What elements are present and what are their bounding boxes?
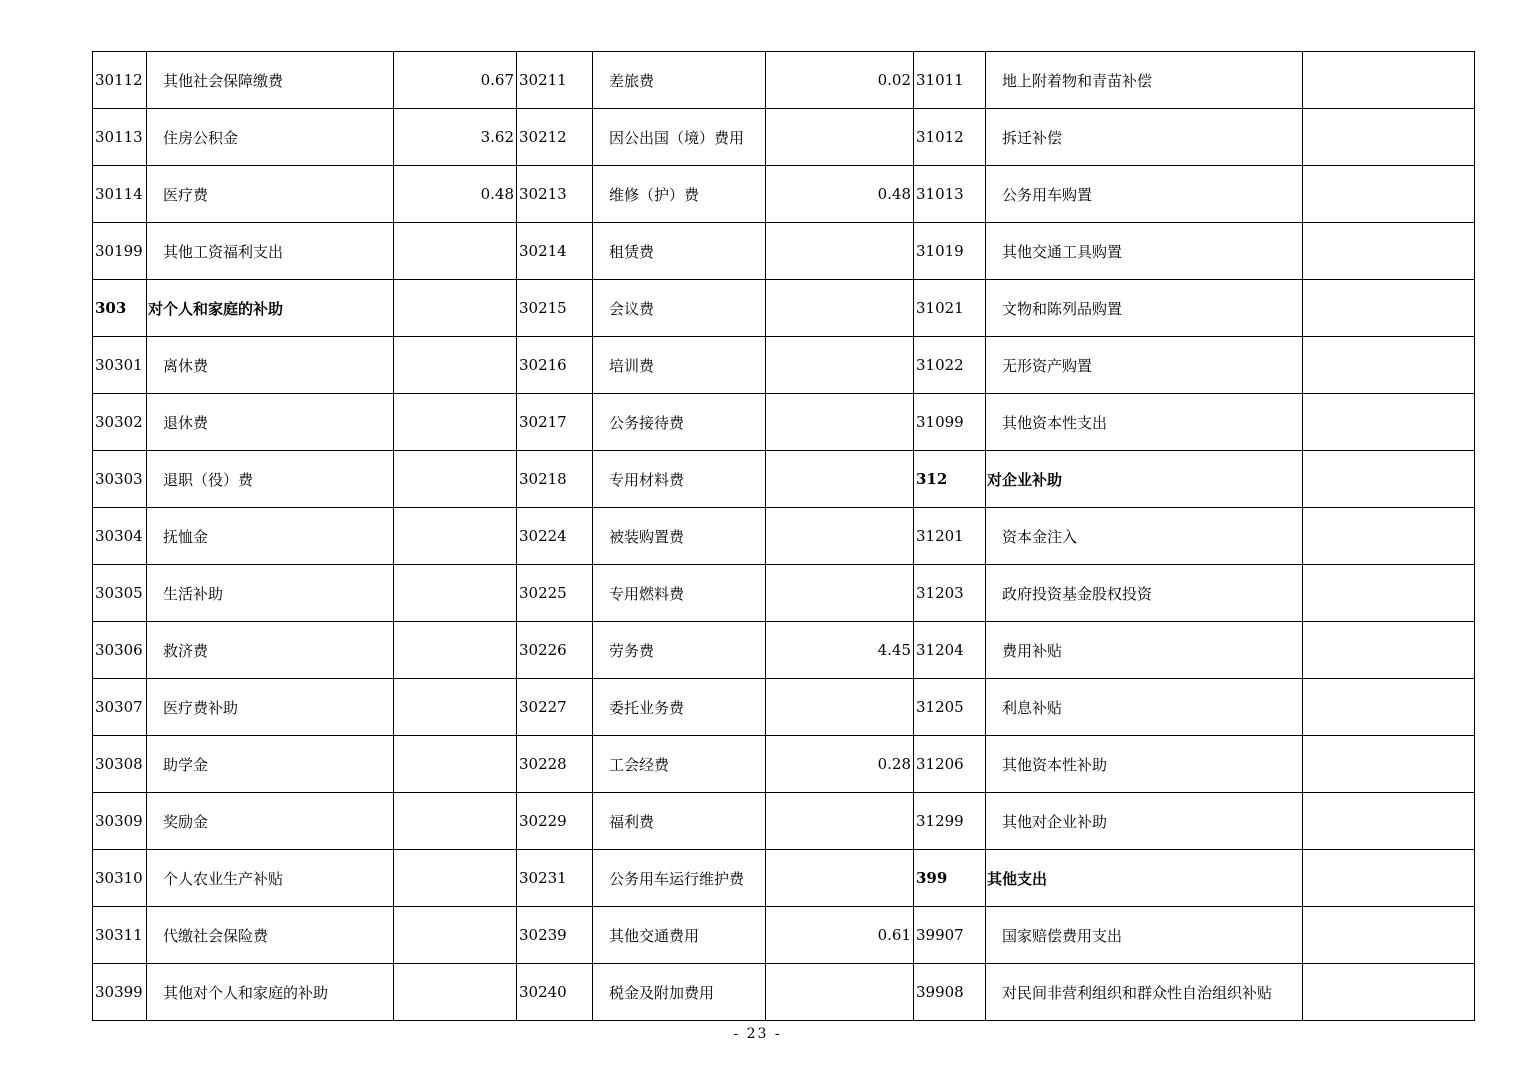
- item-amount: 0.48: [766, 166, 914, 223]
- item-name: 政府投资基金股权投资: [986, 565, 1303, 622]
- item-code: 30218: [517, 451, 593, 508]
- table-row: [93, 337, 1475, 394]
- item-amount: [1303, 622, 1475, 679]
- table-row: [93, 394, 1475, 451]
- item-amount: [1303, 679, 1475, 736]
- item-name: 因公出国（境）费用: [593, 109, 766, 166]
- table-row: [93, 52, 1475, 109]
- item-code: 30199: [93, 223, 147, 280]
- table-row: [93, 622, 1475, 679]
- item-amount: [394, 907, 517, 964]
- item-code: 30231: [517, 850, 593, 907]
- item-name: 退休费: [147, 394, 394, 451]
- item-code: 30307: [93, 679, 147, 736]
- item-amount: [766, 337, 914, 394]
- item-name: 医疗费补助: [147, 679, 394, 736]
- item-amount: [766, 565, 914, 622]
- item-code: 30226: [517, 622, 593, 679]
- item-amount: [394, 337, 517, 394]
- item-name: 抚恤金: [147, 508, 394, 565]
- item-code: 39908: [914, 964, 986, 1021]
- item-name: 拆迁补偿: [986, 109, 1303, 166]
- item-name: 公务接待费: [593, 394, 766, 451]
- item-name: 其他交通工具购置: [986, 223, 1303, 280]
- item-amount: [1303, 109, 1475, 166]
- item-amount: [1303, 793, 1475, 850]
- item-code: 31204: [914, 622, 986, 679]
- item-code: 30113: [93, 109, 147, 166]
- table-row: [93, 280, 1475, 337]
- item-amount: [394, 850, 517, 907]
- item-name: 其他对企业补助: [986, 793, 1303, 850]
- item-amount: [394, 394, 517, 451]
- item-amount: [1303, 52, 1475, 109]
- item-code: 30215: [517, 280, 593, 337]
- item-name: 住房公积金: [147, 109, 394, 166]
- item-name: 费用补贴: [986, 622, 1303, 679]
- item-name: 助学金: [147, 736, 394, 793]
- category-name: 其他支出: [986, 850, 1303, 907]
- item-code: 31206: [914, 736, 986, 793]
- item-amount: [394, 679, 517, 736]
- item-amount: [1303, 907, 1475, 964]
- item-code: 31012: [914, 109, 986, 166]
- item-name: 其他对个人和家庭的补助: [147, 964, 394, 1021]
- item-name: 利息补贴: [986, 679, 1303, 736]
- item-code: 30239: [517, 907, 593, 964]
- item-code: 31299: [914, 793, 986, 850]
- item-amount: 0.02: [766, 52, 914, 109]
- item-code: 30302: [93, 394, 147, 451]
- item-amount: 3.62: [394, 109, 517, 166]
- item-name: 资本金注入: [986, 508, 1303, 565]
- item-name: 培训费: [593, 337, 766, 394]
- item-name: 福利费: [593, 793, 766, 850]
- item-code: 31011: [914, 52, 986, 109]
- item-amount: [1303, 166, 1475, 223]
- item-code: 312: [914, 451, 986, 508]
- category-name: 对企业补助: [986, 451, 1303, 508]
- item-name: 其他社会保障缴费: [147, 52, 394, 109]
- item-amount: [766, 223, 914, 280]
- item-name: 被装购置费: [593, 508, 766, 565]
- item-code: 30217: [517, 394, 593, 451]
- item-amount: [394, 280, 517, 337]
- item-amount: [394, 622, 517, 679]
- item-code: 31201: [914, 508, 986, 565]
- table-row: [93, 679, 1475, 736]
- table-row: [93, 109, 1475, 166]
- item-amount: [766, 679, 914, 736]
- item-code: 303: [93, 280, 147, 337]
- item-name: 奖励金: [147, 793, 394, 850]
- item-name: 其他工资福利支出: [147, 223, 394, 280]
- page-number: - 23 -: [733, 1026, 782, 1042]
- item-name: 工会经费: [593, 736, 766, 793]
- item-name: 公务用车运行维护费: [593, 850, 766, 907]
- item-amount: [1303, 565, 1475, 622]
- item-name: 个人农业生产补贴: [147, 850, 394, 907]
- item-name: 离休费: [147, 337, 394, 394]
- item-code: 30227: [517, 679, 593, 736]
- item-amount: [766, 793, 914, 850]
- item-name: 救济费: [147, 622, 394, 679]
- budget-expenditure-table: [92, 51, 1475, 1021]
- item-name: 代缴社会保险费: [147, 907, 394, 964]
- item-code: 399: [914, 850, 986, 907]
- item-amount: [394, 793, 517, 850]
- item-code: 30224: [517, 508, 593, 565]
- item-amount: [1303, 451, 1475, 508]
- item-amount: [394, 565, 517, 622]
- item-amount: [766, 850, 914, 907]
- item-code: 30308: [93, 736, 147, 793]
- item-name: 地上附着物和青苗补偿: [986, 52, 1303, 109]
- item-code: 30240: [517, 964, 593, 1021]
- item-amount: [394, 736, 517, 793]
- category-name: 对个人和家庭的补助: [147, 280, 394, 337]
- item-amount: 0.67: [394, 52, 517, 109]
- item-amount: [766, 109, 914, 166]
- item-code: 30214: [517, 223, 593, 280]
- table-row: [93, 166, 1475, 223]
- item-name: 生活补助: [147, 565, 394, 622]
- table-row: [93, 793, 1475, 850]
- item-code: 31203: [914, 565, 986, 622]
- item-amount: 0.61: [766, 907, 914, 964]
- item-amount: [1303, 394, 1475, 451]
- table-row: [93, 223, 1475, 280]
- item-amount: [1303, 736, 1475, 793]
- item-amount: [1303, 964, 1475, 1021]
- item-code: 31205: [914, 679, 986, 736]
- table-row: [93, 850, 1475, 907]
- item-name: 医疗费: [147, 166, 394, 223]
- item-name: 其他资本性补助: [986, 736, 1303, 793]
- item-name: 文物和陈列品购置: [986, 280, 1303, 337]
- item-code: 31022: [914, 337, 986, 394]
- item-code: 31099: [914, 394, 986, 451]
- item-name: 退职（役）费: [147, 451, 394, 508]
- item-code: 30303: [93, 451, 147, 508]
- item-amount: 0.48: [394, 166, 517, 223]
- item-name: 专用材料费: [593, 451, 766, 508]
- item-amount: 0.28: [766, 736, 914, 793]
- item-amount: [766, 508, 914, 565]
- item-name: 差旅费: [593, 52, 766, 109]
- item-code: 30112: [93, 52, 147, 109]
- item-code: 30114: [93, 166, 147, 223]
- item-code: 30228: [517, 736, 593, 793]
- item-code: 31019: [914, 223, 986, 280]
- item-code: 30309: [93, 793, 147, 850]
- item-amount: [394, 508, 517, 565]
- item-name: 公务用车购置: [986, 166, 1303, 223]
- table-row: [93, 565, 1475, 622]
- item-name: 租赁费: [593, 223, 766, 280]
- item-amount: [766, 451, 914, 508]
- item-code: 39907: [914, 907, 986, 964]
- item-amount: [766, 280, 914, 337]
- item-code: 31013: [914, 166, 986, 223]
- item-name: 专用燃料费: [593, 565, 766, 622]
- item-name: 税金及附加费用: [593, 964, 766, 1021]
- item-amount: [766, 964, 914, 1021]
- item-code: 30225: [517, 565, 593, 622]
- table-row: [93, 964, 1475, 1021]
- item-code: 30229: [517, 793, 593, 850]
- item-name: 委托业务费: [593, 679, 766, 736]
- item-code: 30216: [517, 337, 593, 394]
- item-name: 其他交通费用: [593, 907, 766, 964]
- item-code: 30211: [517, 52, 593, 109]
- item-name: 国家赔偿费用支出: [986, 907, 1303, 964]
- item-code: 30212: [517, 109, 593, 166]
- item-amount: [394, 964, 517, 1021]
- table-row: [93, 508, 1475, 565]
- item-amount: [766, 394, 914, 451]
- item-name: 劳务费: [593, 622, 766, 679]
- item-name: 无形资产购置: [986, 337, 1303, 394]
- item-amount: [394, 223, 517, 280]
- table-row: [93, 736, 1475, 793]
- item-name: 维修（护）费: [593, 166, 766, 223]
- item-amount: [1303, 223, 1475, 280]
- item-code: 30301: [93, 337, 147, 394]
- item-amount: [1303, 850, 1475, 907]
- item-amount: [1303, 337, 1475, 394]
- item-amount: 4.45: [766, 622, 914, 679]
- item-code: 30311: [93, 907, 147, 964]
- item-code: 30305: [93, 565, 147, 622]
- table-body: [93, 52, 1475, 1021]
- item-name: 其他资本性支出: [986, 394, 1303, 451]
- item-amount: [394, 451, 517, 508]
- table-row: [93, 907, 1475, 964]
- table-row: [93, 451, 1475, 508]
- item-code: 30304: [93, 508, 147, 565]
- item-amount: [1303, 280, 1475, 337]
- item-code: 30213: [517, 166, 593, 223]
- item-code: 31021: [914, 280, 986, 337]
- item-code: 30306: [93, 622, 147, 679]
- item-code: 30310: [93, 850, 147, 907]
- item-code: 30399: [93, 964, 147, 1021]
- item-name: 会议费: [593, 280, 766, 337]
- item-name: 对民间非营利组织和群众性自治组织补贴: [986, 964, 1303, 1021]
- item-amount: [1303, 508, 1475, 565]
